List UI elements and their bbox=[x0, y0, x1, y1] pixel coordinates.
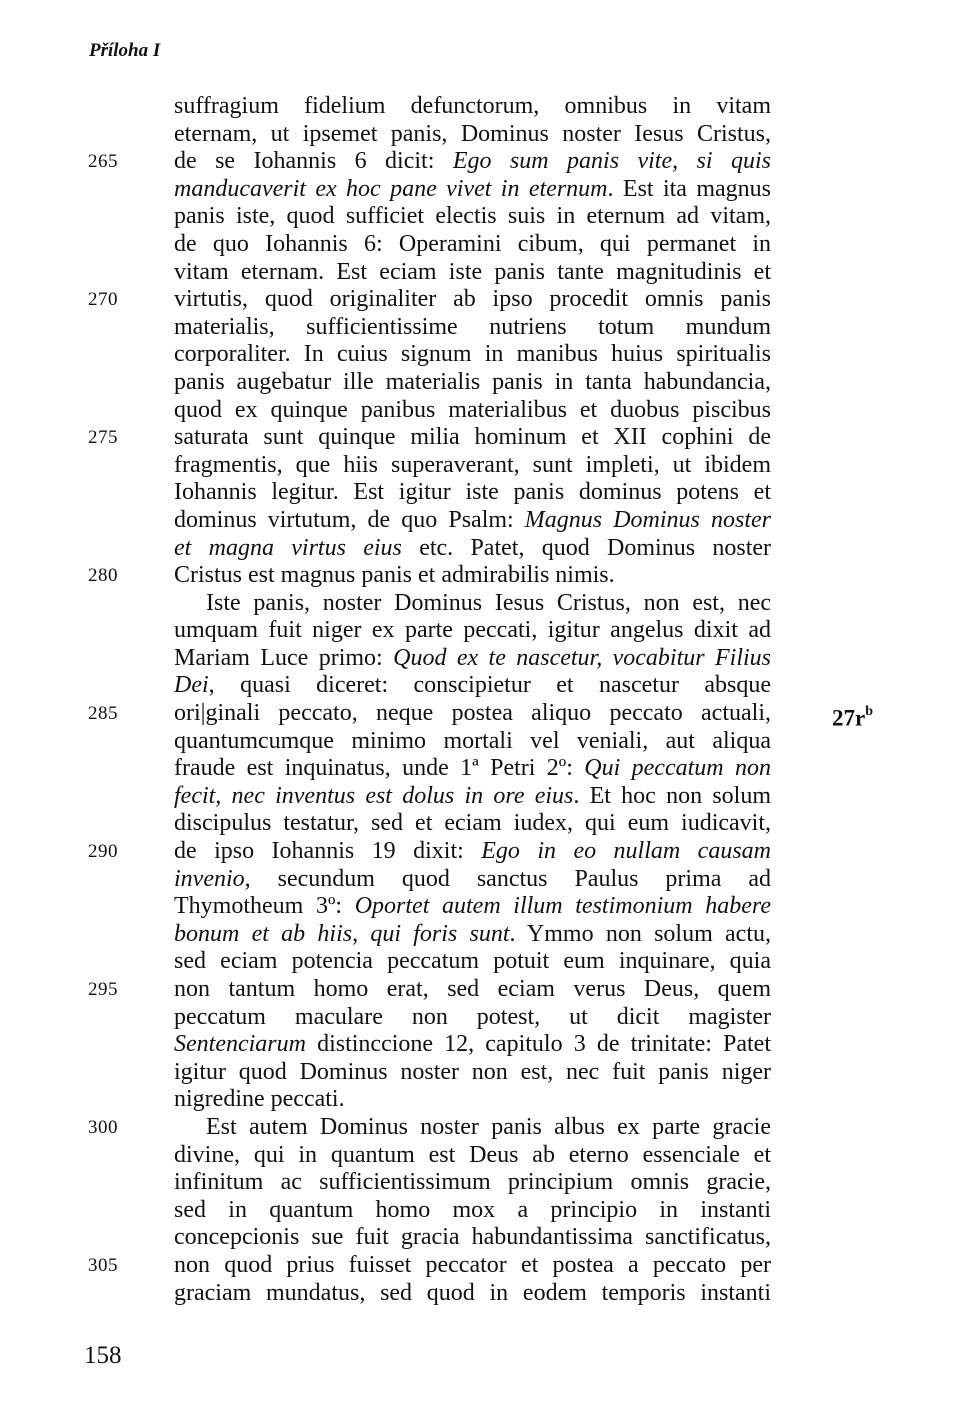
text-line bbox=[88, 976, 771, 1004]
italic-quotation: Quod ex te nascetur, vocabitur Filius bbox=[393, 644, 771, 671]
line-number: 270 bbox=[88, 289, 118, 311]
text-segment: , quasi diceret: conscipietur et nascetur absque bbox=[208, 672, 771, 699]
text-line bbox=[174, 259, 771, 287]
text-segment: umquam fuit niger ex parte peccati, igitur angelus dixit ad bbox=[174, 617, 771, 644]
text-line bbox=[174, 479, 771, 507]
italic-quotation: Dei bbox=[174, 672, 209, 699]
folio-column: b bbox=[865, 704, 874, 720]
italic-quotation: Ego sum panis vite, si quis bbox=[452, 148, 771, 175]
text-segment: de ipso Iohannis 19 dixit: bbox=[174, 838, 482, 865]
text-line bbox=[174, 121, 771, 149]
line-number: 265 bbox=[88, 151, 118, 173]
text-line bbox=[174, 535, 771, 563]
text-line bbox=[174, 507, 771, 535]
text-line bbox=[174, 314, 771, 342]
text-segment: graciam mundatus, sed quod in eodem temporis instanti bbox=[174, 1279, 771, 1306]
text-segment: virtutis, quod originaliter ab ipso procedit omnis panis bbox=[174, 286, 771, 313]
text-line bbox=[174, 176, 771, 204]
text-line bbox=[174, 948, 771, 976]
running-head: Příloha I bbox=[89, 40, 161, 61]
text-segment: vitam eternam. Est eciam iste panis tante magnitudinis et bbox=[174, 258, 771, 285]
text-line bbox=[174, 617, 771, 645]
text-segment: suffragium fidelium defunctorum, omnibus in vitam bbox=[174, 93, 771, 119]
text-line bbox=[174, 1169, 771, 1197]
text-segment: fragmentis, que hiis superaverant, sunt impleti, ut ibidem bbox=[174, 451, 771, 478]
text-line bbox=[174, 810, 771, 838]
text-line bbox=[174, 231, 771, 259]
text-segment: Iohannis legitur. Est igitur iste panis dominus potens et bbox=[174, 479, 771, 506]
text-segment: . Est ita magnus bbox=[607, 175, 771, 202]
text-line bbox=[174, 672, 771, 700]
line-number: 280 bbox=[88, 565, 118, 587]
text-segment: . Ymmo non solum actu, bbox=[509, 920, 771, 947]
text-line bbox=[88, 700, 874, 731]
text-line bbox=[174, 1280, 771, 1308]
text-line bbox=[88, 1113, 771, 1142]
italic-quotation: bonum et ab hiis, qui foris sunt bbox=[174, 920, 510, 947]
text-line bbox=[174, 1059, 771, 1087]
text-line bbox=[88, 1251, 771, 1280]
line-number: 290 bbox=[88, 841, 118, 863]
folio-number: 27r bbox=[832, 705, 866, 731]
text-segment: . Et hoc non solum bbox=[573, 782, 771, 809]
text-line bbox=[174, 1197, 771, 1225]
text-segment: non quod prius fuisset peccator et postea a peccato per bbox=[174, 1251, 771, 1278]
text-segment: Mariam Luce primo: bbox=[174, 644, 394, 671]
line-number: 285 bbox=[88, 703, 118, 725]
text-line bbox=[88, 424, 771, 452]
text-segment: panis augebatur ille materialis panis in tanta habundancia, bbox=[174, 368, 771, 395]
text-line bbox=[174, 93, 771, 121]
text-line bbox=[174, 921, 771, 949]
text-segment: de quo Iohannis 6: Operamini cibum, qui permanet in bbox=[174, 230, 771, 257]
text-line bbox=[88, 148, 771, 176]
line-number: 305 bbox=[88, 1254, 118, 1276]
italic-quotation: manducaverit ex hoc pane vivet in eternum bbox=[174, 175, 608, 202]
text-line bbox=[174, 590, 771, 618]
text-segment: Est autem Dominus noster panis albus ex parte gracie bbox=[206, 1113, 771, 1140]
text-line bbox=[174, 728, 771, 756]
text-segment: de se Iohannis 6 dicit: bbox=[174, 148, 453, 175]
text-line bbox=[174, 1086, 771, 1114]
text-line bbox=[174, 645, 771, 673]
text-segment: infinitum ac sufficientissimum principium omnis gracie, bbox=[174, 1169, 771, 1196]
text-segment: distinccione 12, capitulo 3 de trinitate: Patet bbox=[305, 1031, 771, 1058]
text-line bbox=[174, 1031, 771, 1059]
text-segment: Iste panis, noster Dominus Iesus Cristus, non est, nec bbox=[206, 589, 771, 616]
text-line bbox=[174, 755, 771, 783]
text-segment: Cristus est magnus panis et admirabilis nimis. bbox=[174, 562, 615, 589]
text-segment: etc. Patet, quod Dominus noster bbox=[401, 534, 772, 561]
text-segment: concepcionis sue fuit gracia habundantissima sanctificatus, bbox=[174, 1224, 771, 1251]
italic-quotation: Magnus Dominus noster bbox=[524, 506, 771, 533]
text-line bbox=[174, 452, 771, 480]
text-segment: ori|ginali peccato, neque postea aliquo peccato actuali, bbox=[174, 700, 771, 727]
text-segment: panis iste, quod sufficiet electis suis in eternum ad vitam, bbox=[174, 203, 771, 230]
italic-quotation: et magna virtus eius bbox=[174, 534, 402, 561]
text-line bbox=[88, 286, 771, 314]
text-segment: peccatum maculare non potest, ut dicit magister bbox=[174, 1003, 771, 1030]
text-segment: divine, qui in quantum est Deus ab eterno essenciale et bbox=[174, 1141, 771, 1168]
text-segment: corporaliter. In cuius signum in manibus huius spiritualis bbox=[174, 341, 771, 368]
text-segment: nigredine peccati. bbox=[174, 1086, 345, 1113]
text-segment: dominus virtutum, de quo Psalm: bbox=[174, 506, 525, 533]
text-line bbox=[174, 1142, 771, 1170]
text-segment: sed eciam potencia peccatum potuit eum inquinare, quia bbox=[174, 948, 771, 975]
line-number: 295 bbox=[88, 979, 118, 1000]
text-segment: quod ex quinque panibus materialibus et duobus piscibus bbox=[174, 396, 771, 423]
text-line bbox=[174, 1004, 771, 1032]
text-line bbox=[174, 866, 771, 894]
text-segment: materialis, sufficientissime nutriens totum mundum bbox=[174, 313, 771, 340]
text-line bbox=[174, 893, 771, 921]
text-line bbox=[174, 783, 771, 811]
italic-quotation: Sentenciarum bbox=[174, 1031, 306, 1058]
italic-quotation: Qui peccatum non bbox=[584, 755, 771, 782]
folio-marker bbox=[832, 700, 873, 732]
italic-quotation: invenio bbox=[174, 865, 245, 892]
text-line bbox=[174, 203, 771, 231]
text-segment: fraude est inquinatus, unde 1ª Petri 2º: bbox=[174, 755, 585, 782]
text-line bbox=[174, 1224, 771, 1252]
line-number: 300 bbox=[88, 1116, 118, 1138]
text-segment: non tantum homo erat, sed eciam verus Deus, quem bbox=[174, 976, 771, 1002]
italic-quotation: Oportet autem illum testimonium habere bbox=[354, 893, 771, 920]
text-segment: quantumcumque minimo mortali vel veniali, aut aliqua bbox=[174, 727, 771, 754]
text-line bbox=[174, 369, 771, 397]
line-number: 275 bbox=[88, 427, 118, 449]
text-segment: discipulus testatur, sed et eciam iudex, qui eum iudicavit, bbox=[174, 810, 771, 837]
page-number: 158 bbox=[84, 1342, 122, 1369]
text-segment: Thymotheum 3º: bbox=[174, 893, 355, 920]
italic-quotation: Ego in eo nullam causam bbox=[481, 838, 771, 865]
text-line bbox=[88, 838, 771, 866]
text-segment: , secundum quod sanctus Paulus prima ad bbox=[244, 865, 771, 892]
text-line bbox=[174, 341, 771, 369]
text-segment: eternam, ut ipsemet panis, Dominus noster Iesus Cristus, bbox=[174, 120, 771, 147]
text-line bbox=[174, 397, 771, 425]
text-line bbox=[88, 562, 771, 590]
text-segment: sed in quantum homo mox a principio in instanti bbox=[174, 1196, 771, 1223]
italic-quotation: fecit, nec inventus est dolus in ore eius bbox=[174, 782, 574, 809]
text-segment: igitur quod Dominus noster non est, nec fuit panis niger bbox=[174, 1058, 771, 1085]
text-block bbox=[88, 93, 874, 1307]
text-segment: saturata sunt quinque milia hominum et XII cophini de bbox=[174, 424, 771, 451]
